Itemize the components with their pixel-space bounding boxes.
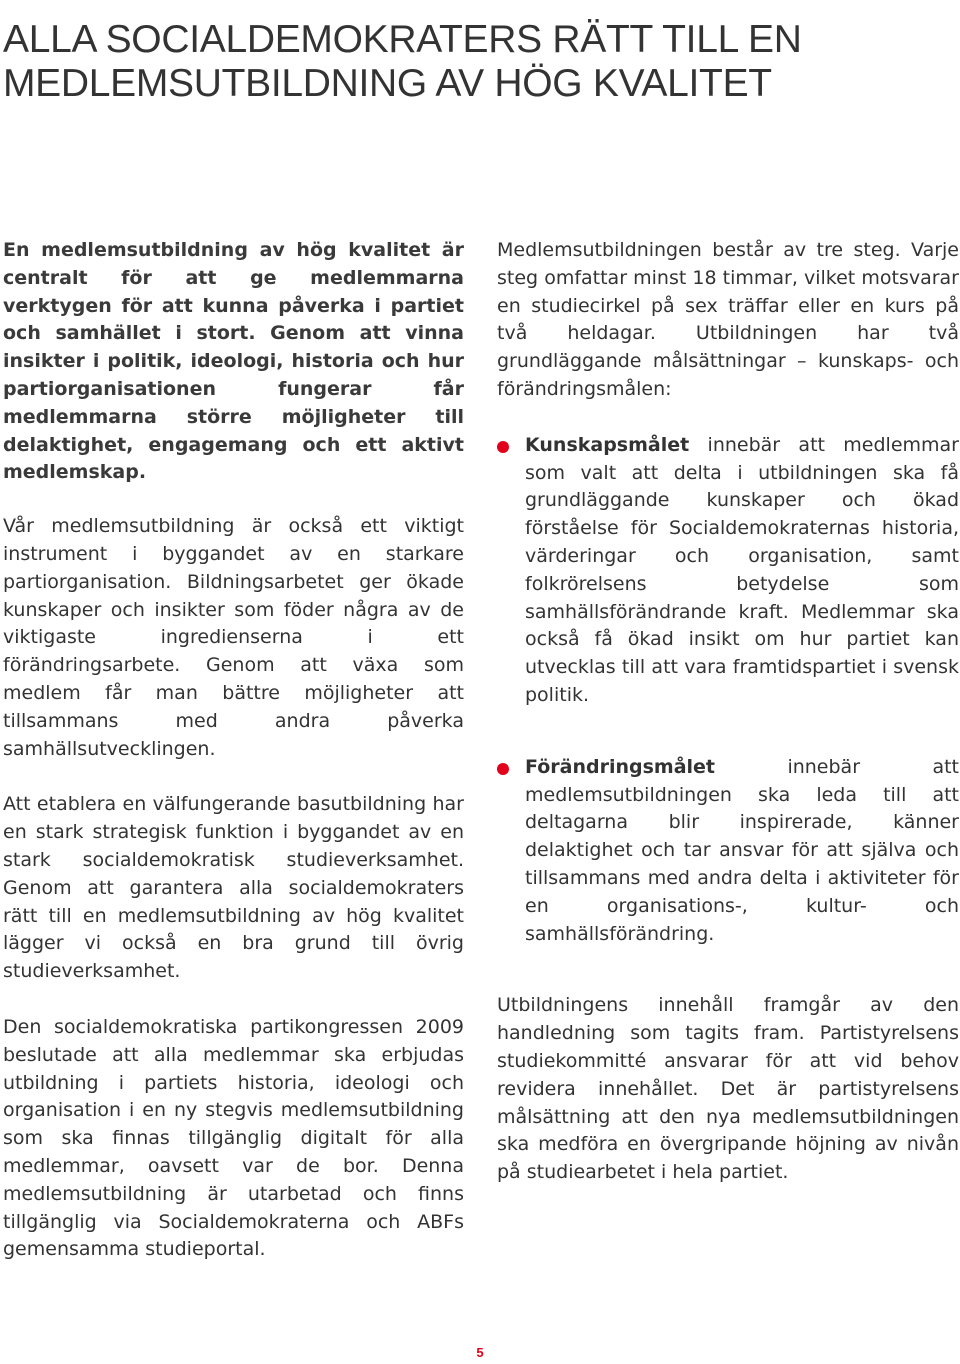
page-title — [3, 18, 802, 106]
intro-paragraph: En medlemsutbildning av hög kvalitet är centralt för att ge medlemmarna verktygen för att kunna påverka i partiet och samhället i stort. Genom att vinna insikter i politik, ideologi, historia och hur partiorganisationen fungerar får medlemmarna större möjligheter till delaktighet, engagemang och ett aktivt medlemskap. — [3, 239, 464, 484]
body-paragraph: Vår medlemsutbildning är också ett viktigt instrument i byggandet av en starkare partiorganisation. Bildningsarbetet ger ökade kunskaper och insikter som föder några av de viktigaste ingredienserna i ett förändringsarbete. Genom att växa som medlem får man bättre möjligheter att tillsammans med andra påverka samhällsutvecklingen. — [3, 515, 464, 760]
page-number: 5 — [476, 1345, 484, 1360]
body-paragraph: Att etablera en välfungerande basutbildning har en stark strategisk funktion i byggandet av en stark socialdemokratisk studieverksamhet. Genom att garantera alla socialdemokraters rätt till en medlemsutbildning av hög kvalitet lägger vi också en bra grund till övrig studieverksamhet. — [3, 793, 464, 983]
list-item-body: innebär att medlemmar som valt att delta i utbildningen ska få grundläggande kunskaper och ökad förståelse för Socialdemokraternas historia, värderingar och organisation, samt folkrörelsens betydelse som samhällsförändrande kraft. Medlemmar ska också få ökad insikt om hur partiet kan utvecklas till att vara framtidspartiet i svensk politik. — [525, 433, 959, 706]
list-item — [497, 754, 959, 949]
list-item-body: innebär att medlemsutbildningen ska leda till att deltagarna blir inspirerade, känner delaktighet och tar ansvar för att själva och tillsammans med andra delta i aktiviteter för en organisations-, kultur- och samhällsförändring. — [525, 755, 959, 945]
body-paragraph: Den socialdemokratiska partikongressen 2009 beslutade att alla medlemmar ska erbjudas utbildning i partiets historia, ideologi och organisation i en ny stegvis medlemsutbildning som ska finnas tillgänglig digitalt för alla medlemmar, oavsett var de bor. Denna medlemsutbildning är utarbetad och finns tillgänglig via Socialdemokraterna och ABFs gemensamma studieportal. — [3, 1015, 464, 1261]
page-title-line-1: ALLA SOCIALDEMOKRATERS RÄTT TILL EN — [3, 18, 802, 61]
body-paragraph: Medlemsutbildningen består av tre steg. Varje steg omfattar minst 18 timmar, vilket motsvarar en studiecirkel på sex träffar eller en kurs på två heldagar. Utbildningen har två grundläggande målsättningar – kunskaps- och förändringsmålen: — [497, 239, 959, 400]
goals-list — [497, 432, 959, 949]
body-paragraph: Utbildningens innehåll framgår av den handledning som tagits fram. Partistyrelsens studiekommitté ansvarar för att vid behov revidera innehållet. Det är partistyrelsens målsättning att den nya medlemsutbildningen ska medföra en övergripande höjning av nivån på studiearbetet i hela partiet. — [497, 994, 959, 1184]
list-item-heading: Kunskapsmålet — [525, 433, 690, 456]
list-item-text — [525, 754, 959, 949]
left-column — [3, 237, 464, 1292]
right-column — [497, 237, 959, 1215]
bullet-dot-icon — [497, 763, 509, 775]
list-item-text — [525, 432, 959, 710]
bullet-dot-icon — [497, 441, 509, 453]
page-title-line-2: MEDLEMSUTBILDNING AV HÖG KVALITET — [3, 62, 772, 105]
list-item-heading: Förändringsmålet — [525, 755, 715, 778]
list-item — [497, 432, 959, 710]
